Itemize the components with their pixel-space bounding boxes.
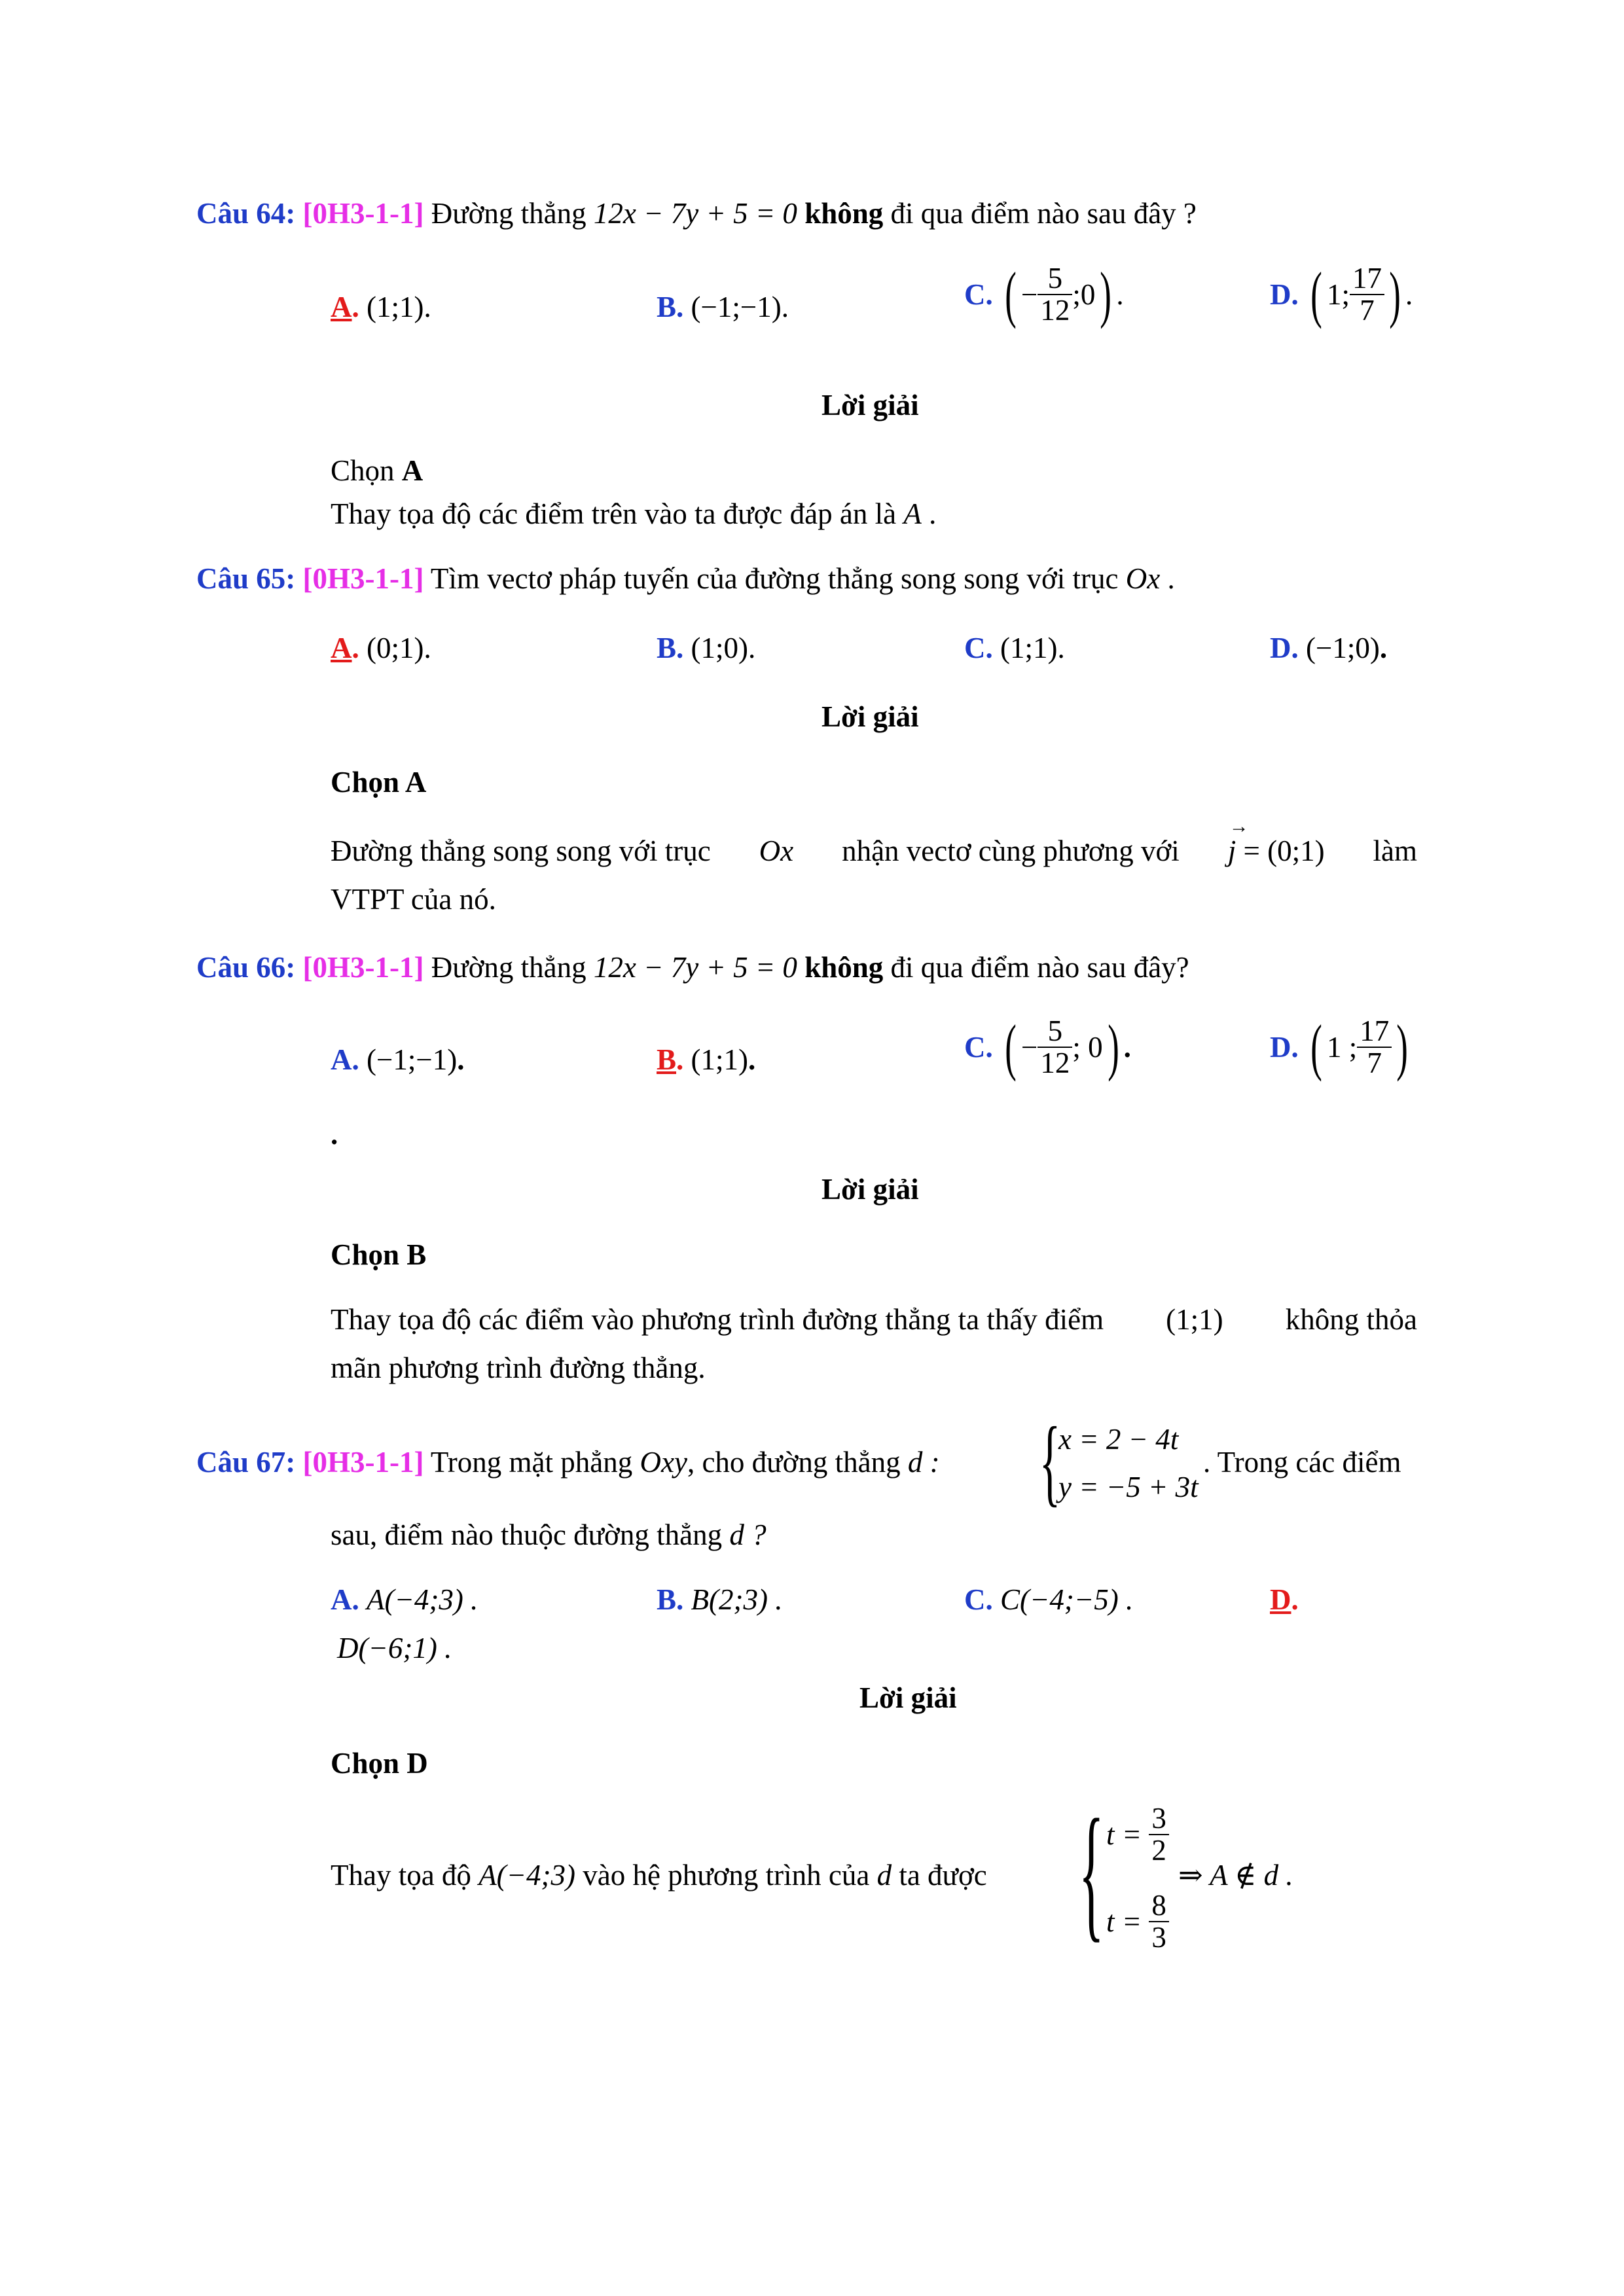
q65-option-d-letter: D. xyxy=(1270,632,1299,664)
q67-line2-d: d ? xyxy=(729,1518,767,1551)
q64-label: Câu 64: xyxy=(196,197,296,230)
q65-label: Câu 65: xyxy=(196,562,296,595)
q66-solution-part-a: Thay tọa độ các điểm vào phương trình đường thẳng ta thấy điểm xyxy=(331,1303,1104,1336)
q67-solution-point: A(−4;3) xyxy=(478,1859,575,1892)
q66-text-a: Đường thẳng xyxy=(431,951,586,984)
q67-option-b-letter: B. xyxy=(657,1583,684,1616)
q64-solution-text: Thay tọa độ các điểm trên vào ta được đáp án là A . xyxy=(331,497,937,530)
q64-text-a: Đường thẳng xyxy=(431,197,586,230)
q66-option-d-prefix: 1 ; xyxy=(1326,1030,1358,1064)
q65-option-d[interactable]: D. (−1;0). xyxy=(1270,632,1388,664)
q67-solution-part-b: vào hệ phương trình của xyxy=(583,1859,870,1892)
q67-solution-title: Lời giải xyxy=(859,1681,957,1714)
q65-choose: Chọn A xyxy=(331,766,427,798)
q65-solution-part-b: nhận vectơ cùng phương với xyxy=(842,834,1180,867)
q66-tag: [0H3-1-1] xyxy=(302,951,424,984)
q66-option-c-prefix: − xyxy=(1020,1030,1038,1064)
q64-option-d-fraction: $\frac{17}{7}$ xyxy=(1350,263,1384,327)
q64-option-d[interactable]: D. ( 1; $\frac{17}{7}$ ) . xyxy=(1270,259,1413,330)
q66-solution-point: (1;1) xyxy=(1166,1303,1223,1336)
q67-choose: Chọn D xyxy=(331,1747,428,1780)
q64-option-a-letter: A xyxy=(331,291,352,323)
q66-option-a-value: (−1;−1) xyxy=(367,1043,458,1076)
q67-option-b-value: B(2;3) . xyxy=(691,1583,783,1616)
q65-option-c-value: (1;1) xyxy=(1000,632,1058,664)
q67-line2 xyxy=(331,1520,767,1550)
q67-stem xyxy=(196,1448,940,1477)
q67-system-eq2: y = −5 + 3t xyxy=(1058,1471,1199,1503)
q65-stem: Câu 65: [0H3-1-1] Tìm vectơ pháp tuyến của đường thẳng song song với trục Ox . xyxy=(196,562,1175,595)
q67-option-b[interactable] xyxy=(657,1585,782,1615)
q67-option-c[interactable] xyxy=(964,1585,1133,1615)
q64-option-b-letter: B. xyxy=(657,291,684,323)
q66-solution-title: Lời giải xyxy=(821,1173,919,1206)
q64-option-a-value: (1;1) xyxy=(367,291,424,323)
q64-option-c[interactable]: C. ( − $\frac{5}{12}$ ;0) . xyxy=(964,259,1124,330)
q64-solution-answer: A xyxy=(903,497,922,530)
q67-line2-text: sau, điểm nào thuộc đường thẳng xyxy=(331,1518,723,1551)
q64-solution-title: Lời giải xyxy=(821,389,919,422)
q65-solution-vector: → j = (0;1) xyxy=(1227,816,1325,867)
q67-option-c-letter: C. xyxy=(964,1583,993,1616)
q67-t1 xyxy=(1106,1803,1169,1867)
q65-tag: [0H3-1-1] xyxy=(302,562,424,595)
q67-result xyxy=(1178,1861,1293,1890)
q67-plane: Oxy xyxy=(640,1446,687,1479)
q65-option-b-value: (1;0) xyxy=(691,632,748,664)
q66-option-b-value: (1;1) xyxy=(691,1043,748,1076)
q67-tag: [0H3-1-1] xyxy=(302,1446,424,1479)
q64-option-c-prefix: − xyxy=(1020,278,1038,311)
q67-option-d-letter: D xyxy=(1270,1583,1291,1616)
q65-solution-part-a: Đường thẳng song song với trục xyxy=(331,834,711,867)
q66-option-a-letter: A. xyxy=(331,1043,359,1076)
q64-bold: không xyxy=(804,197,884,230)
q67-option-a-letter: A. xyxy=(331,1583,359,1616)
q66-bold: không xyxy=(804,951,884,984)
q64-choose-letter: A xyxy=(401,454,424,487)
q66-option-d[interactable]: D. ( 1 ; $\frac{17}{7}$ ) xyxy=(1270,1012,1409,1083)
q64-option-b-value: (−1;−1) xyxy=(691,291,782,323)
q66-equation: 12x − 7y + 5 = 0 xyxy=(593,951,797,984)
q64-option-c-fraction: $\frac{5}{12}$ xyxy=(1038,263,1072,327)
q67-system-eq1: x = 2 − 4t xyxy=(1058,1423,1179,1456)
q64-equation: 12x − 7y + 5 = 0 xyxy=(593,197,797,230)
q65-option-c-letter: C. xyxy=(964,632,993,664)
q66-option-c-letter: C. xyxy=(964,1030,993,1064)
q67-result-text: ⇒ A ∉ d . xyxy=(1178,1859,1293,1892)
q65-solution-title: Lời giải xyxy=(821,700,919,733)
q67-text-a: Trong mặt phẳng xyxy=(430,1446,633,1479)
q67-line-name: d : xyxy=(907,1446,940,1479)
q67-option-d-value: D(−6;1) . xyxy=(337,1632,452,1664)
q67-system-brace: { xyxy=(1039,1407,1061,1516)
q65-option-d-value: (−1;0) xyxy=(1306,632,1380,664)
q67-t2-lhs: t = xyxy=(1106,1905,1142,1938)
q65-option-a-letter: A xyxy=(331,632,352,664)
q67-t1-lhs: t = xyxy=(1106,1818,1142,1851)
q67-text-b: , cho đường thẳng xyxy=(687,1446,901,1479)
q66-option-d-fraction: $\frac{17}{7}$ xyxy=(1357,1016,1392,1079)
q64-stem xyxy=(196,199,1197,228)
q66-solution-line1 xyxy=(331,1305,1417,1335)
q66-option-d-letter: D. xyxy=(1270,1030,1299,1064)
q65-option-b[interactable]: B. (1;0). xyxy=(657,632,756,664)
q66-stem xyxy=(196,953,1189,982)
q67-t1-fraction: $\frac{3}{2}$ xyxy=(1149,1803,1169,1867)
q65-text: Tìm vectơ pháp tuyến của đường thẳng song song với trục xyxy=(430,562,1119,595)
q67-solution-text xyxy=(331,1861,987,1890)
q65-axis: Ox xyxy=(1125,562,1161,595)
q64-option-b[interactable]: B. (−1;−1). xyxy=(657,291,789,323)
q64-option-a[interactable]: A. (1;1). xyxy=(331,291,431,323)
q66-solution-line2: mãn phương trình đường thẳng. xyxy=(331,1352,706,1384)
q64-text-b: đi qua điểm nào sau đây ? xyxy=(890,197,1197,230)
q67-option-d[interactable]: D. xyxy=(1270,1583,1299,1616)
q66-option-b[interactable]: B. (1;1). xyxy=(657,1043,756,1076)
q65-option-c[interactable]: C. (1;1). xyxy=(964,632,1065,664)
q64-choose xyxy=(331,456,423,486)
q64-option-d-letter: D. xyxy=(1270,278,1299,311)
q67-option-d-value-line xyxy=(337,1634,452,1663)
q67-solution-part-a: Thay tọa độ xyxy=(331,1859,471,1892)
q65-solution-part-c: làm xyxy=(1373,834,1417,867)
q66-stray-dot: . xyxy=(331,1118,338,1151)
q67-option-c-value: C(−4;−5) . xyxy=(1000,1583,1134,1616)
q64-tag: [0H3-1-1] xyxy=(302,197,424,230)
q66-option-c[interactable]: C. ( − $\frac{5}{12}$ ; 0) . xyxy=(964,1012,1131,1083)
q67-option-a[interactable] xyxy=(331,1585,478,1615)
q67-solution-brace: { xyxy=(1079,1788,1104,1955)
q67-label: Câu 67: xyxy=(196,1446,296,1479)
q67-solution-d: d xyxy=(876,1859,892,1892)
q66-text-b: đi qua điểm nào sau đây? xyxy=(890,951,1189,984)
q66-choose: Chọn B xyxy=(331,1238,427,1271)
q67-t2-fraction: $\frac{8}{3}$ xyxy=(1149,1890,1169,1954)
q67-t2 xyxy=(1106,1890,1169,1954)
q65-solution-axis: Ox xyxy=(759,834,794,867)
q66-label: Câu 66: xyxy=(196,951,296,984)
q65-option-a-value: (0;1) xyxy=(367,632,424,664)
q66-option-a[interactable]: A. (−1;−1). xyxy=(331,1043,465,1076)
q65-solution-line1 xyxy=(331,816,1417,867)
q66-solution-part-b: không thỏa xyxy=(1285,1303,1417,1336)
q66-option-b-letter: B xyxy=(657,1043,677,1076)
q66-option-c-fraction: $\frac{5}{12}$ xyxy=(1038,1016,1072,1079)
q65-option-b-letter: B. xyxy=(657,632,684,664)
q67-solution-part-c: ta được xyxy=(899,1859,987,1892)
q67-text-c: . Trong các điểm xyxy=(1203,1446,1401,1479)
q64-option-c-letter: C. xyxy=(964,278,993,311)
q64-option-d-prefix: 1; xyxy=(1326,278,1350,311)
q64-option-c-suffix: ;0 xyxy=(1072,278,1096,311)
q64-solution-sentence: Thay tọa độ các điểm trên vào ta được đáp án là xyxy=(331,497,897,530)
q65-option-a[interactable]: A. (0;1). xyxy=(331,632,431,664)
q66-option-c-suffix: ; 0 xyxy=(1072,1030,1103,1064)
q64-choose-text: Chọn xyxy=(331,454,395,487)
q65-solution-line2: VTPT của nó. xyxy=(331,883,496,916)
q67-option-a-value: A(−4;3) . xyxy=(367,1583,478,1616)
